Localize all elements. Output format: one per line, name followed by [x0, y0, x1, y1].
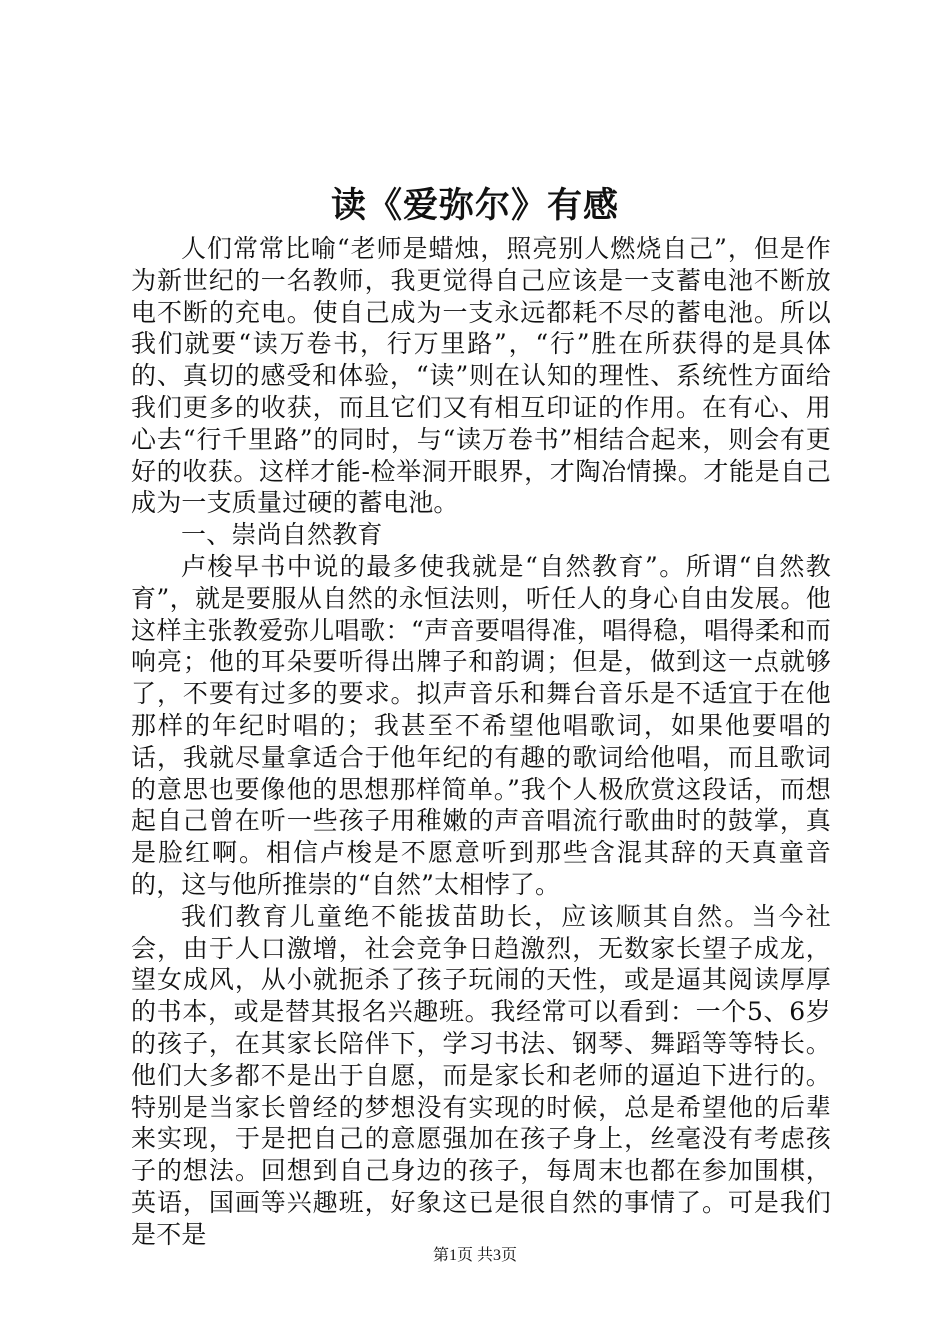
paragraph-rousseau-singing: 卢梭早书中说的最多使我就是“自然教育”。所谓“自然教育”，就是要服从自然的永恒法则，听任人的身心自由发展。他这样主张教爱弥儿唱歌：“声音要唱得准，唱得稳，唱得柔和而响亮；他的耳朵要听得出牌子和韵调；但是，做到这一点就够了，不要有过多的要求。拟声音乐和舞台音乐是不适宜于在他那样的年纪时唱的；我甚至不希望他唱歌词，如果他要唱的话，我就尽量拿适合于他年纪的有趣的歌词给他唱，而且歌词的意思也要像他的思想那样简单。”我个人极欣赏这段话，而想起自己曾在听一些孩子用稚嫩的声音唱流行歌曲时的鼓掌，真是脸红啊。相信卢梭是不愿意听到那些含混其辞的天真童音的，这与他所推崇的“自然”太相悖了。 [131, 551, 831, 899]
paragraph-intro: 人们常常比喻“老师是蜡烛，照亮别人燃烧自己”，但是作为新世纪的一名教师，我更觉得自己应该是一支蓄电池不断放电不断的充电。使自己成为一支永远都耗不尽的蓄电池。所以我们就要“读万卷书，行万里路”，“行”胜在所获得的是具体的、真切的感受和体验，“读”则在认知的理性、系统性方面给我们更多的收获，而且它们又有相互印证的作用。在有心、用心去“行千里路”的同时，与“读万卷书”相结合起来，则会有更好的收获。这样才能-检举洞开眼界，才陶冶情操。才能是自己成为一支质量过硬的蓄电池。 [131, 234, 831, 518]
section-heading-nature-education: 一、崇尚自然教育 [181, 520, 383, 550]
paragraph-no-forcing-growth: 我们教育儿童绝不能拔苗助长，应该顺其自然。当今社会，由于人口激增，社会竞争日趋激烈，无数家长望子成龙，望女成风，从小就扼杀了孩子玩闹的天性，或是逼其阅读厚厚的书本，或是替其报名兴趣班。我经常可以看到：一个5、6岁的孩子，在其家长陪伴下，学习书法、钢琴、舞蹈等等特长。他们大多都不是出于自愿，而是家长和老师的逼迫下进行的。特别是当家长曾经的梦想没有实现的时候，总是希望他的后辈来实现，于是把自己的意愿强加在孩子身上，丝毫没有考虑孩子的想法。回想到自己身边的孩子，每周末也都在参加围棋，英语，国画等兴趣班，好象这已是很自然的事情了。可是我们是不是 [131, 901, 831, 1249]
document-body [131, 233, 831, 1251]
document-title: 读《爱弥尔》有感 [330, 185, 619, 226]
page-footer: 第1页 共3页 [432, 1247, 517, 1264]
